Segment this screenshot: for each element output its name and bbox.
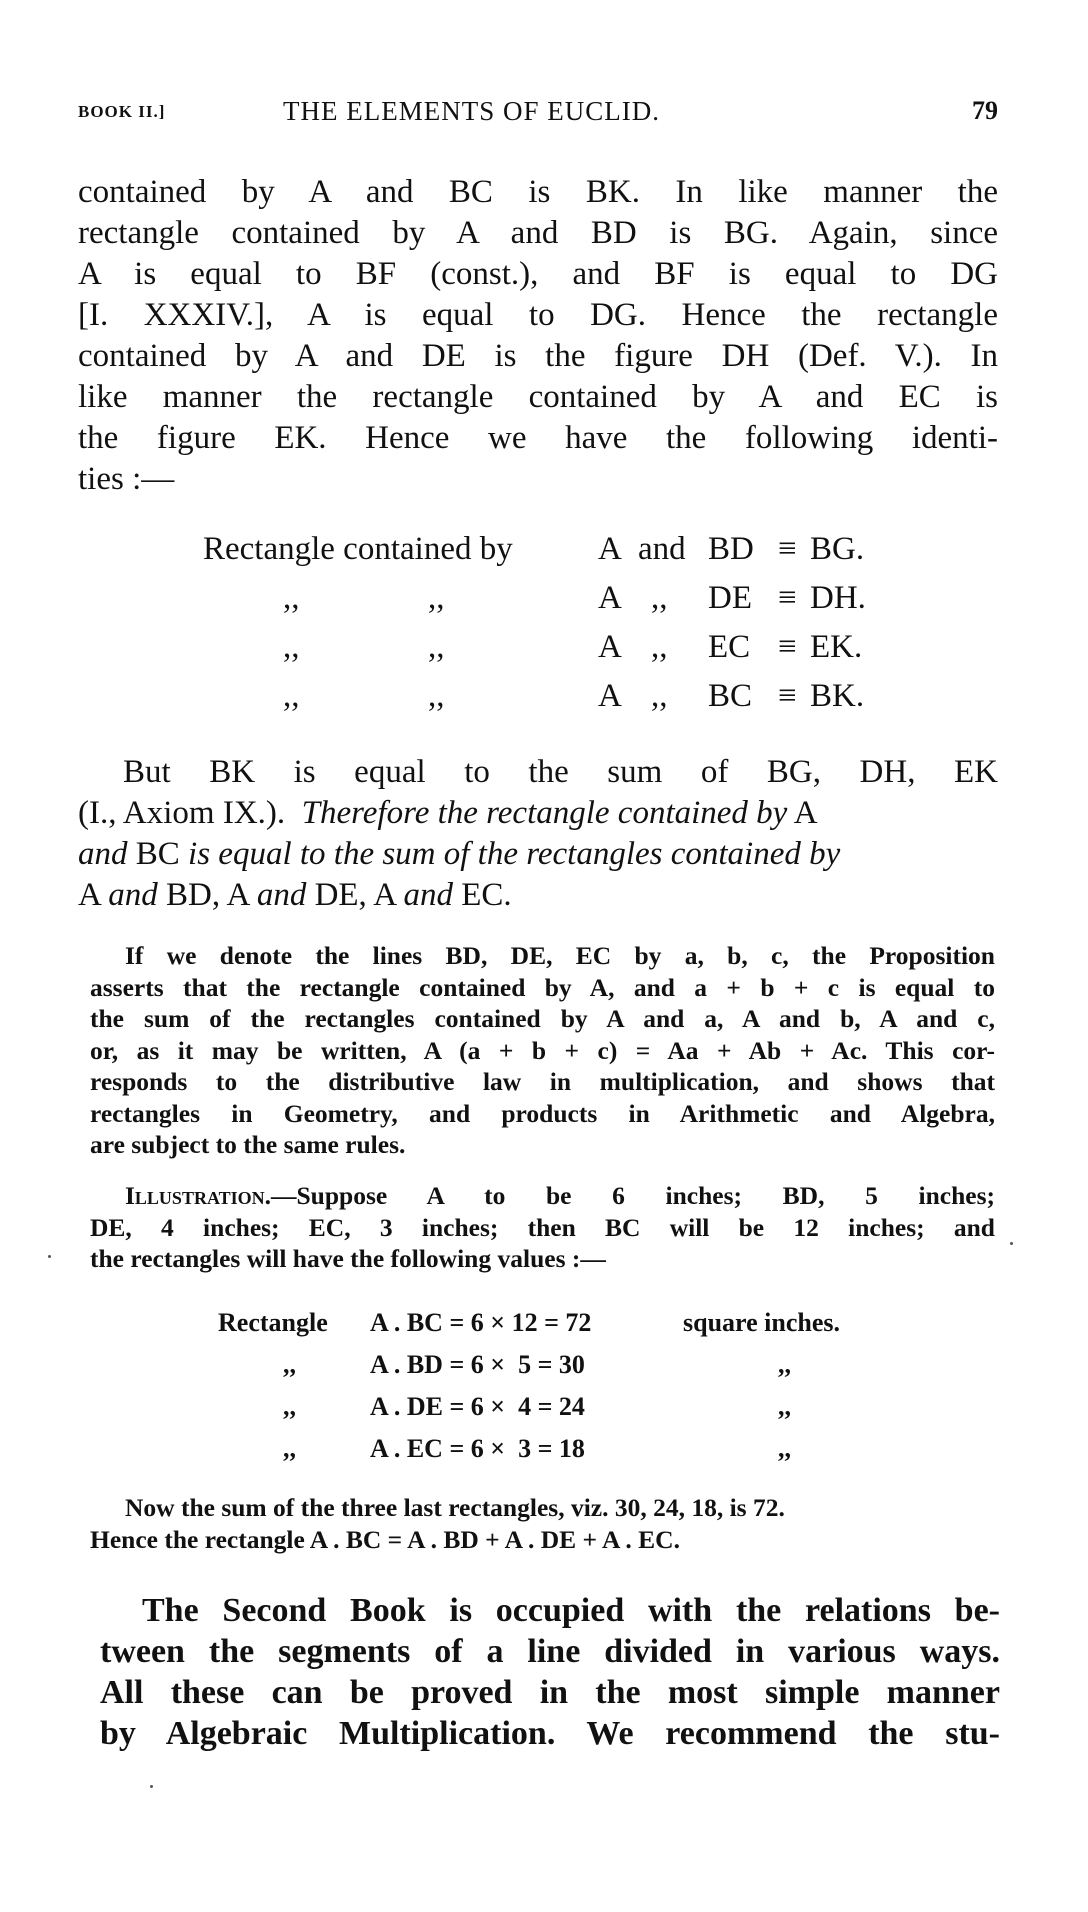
identity-a: A [598, 580, 622, 616]
ditto-mark: ,, [283, 678, 300, 714]
text-line: If we denote the lines BD, DE, EC by a, b, c, the Proposition [125, 941, 995, 970]
identity-a: A [598, 678, 622, 714]
identity-rhs: BK. [810, 678, 865, 714]
text-line [90, 1180, 995, 1212]
book-section-label: BOOK II.] [78, 102, 166, 121]
body-paragraph-1 [78, 172, 998, 500]
sum-paragraph [90, 1492, 995, 1555]
ditto-mark: ,, [428, 678, 445, 714]
value-row [78, 1386, 998, 1428]
text-line: responds to the distributive law in multiplication, and shows that [90, 1067, 995, 1096]
text-line: tween the segments of a line divided in various ways. [100, 1633, 1000, 1670]
identity-lead: Rectangle contained by [203, 531, 513, 567]
value-lead: Rectangle [218, 1308, 328, 1337]
text-line: contained by A and BC is BK. In like manner the [78, 174, 998, 210]
text-line: asserts that the rectangle contained by A, and a + b + c is equal to [90, 972, 995, 1002]
identity-equiv: ≡ [778, 531, 797, 567]
italic-run: and [256, 877, 307, 913]
italic-run: and [108, 877, 158, 913]
ditto-mark: ,, [428, 580, 445, 616]
identity-row [78, 525, 998, 574]
text-line: The Second Book is occupied with the relations be- [142, 1592, 1000, 1629]
running-header [78, 96, 998, 136]
illustration-label: Illustration. [125, 1181, 271, 1210]
value-expression: A . BC = 6 × 12 = 72 [370, 1308, 592, 1337]
print-speck [48, 1255, 51, 1258]
text-line [78, 793, 998, 834]
italic-run: and [403, 877, 453, 913]
text-run: BD, A [166, 877, 249, 913]
text-line: [I. XXXIV.], A is equal to DG. Hence the rectangle [78, 297, 998, 333]
ditto-mark: ,, [283, 1434, 296, 1463]
identity-lhs: BD [708, 531, 754, 567]
value-unit: square inches. [683, 1308, 840, 1337]
identity-row [78, 672, 998, 721]
ditto-mark: ,, [283, 1392, 296, 1421]
identity-equiv: ≡ [778, 580, 797, 616]
ditto-mark: ,, [778, 1350, 791, 1379]
text-line: Now the sum of the three last rectangles, viz. 30, 24, 18, is 72. [125, 1493, 785, 1522]
text-line [78, 875, 998, 916]
text-line: the rectangles will have the following values :— [90, 1244, 606, 1273]
text-run: EC. [461, 877, 512, 913]
italic-run: and [78, 836, 128, 872]
identity-equiv: ≡ [778, 629, 797, 665]
text-line: A is equal to BF (const.), and BF is equal to DG [78, 256, 998, 292]
value-row [78, 1302, 998, 1344]
illustration-paragraph [90, 1180, 995, 1275]
text-line: But BK is equal to the sum of BG, DH, EK [123, 754, 998, 790]
ditto-mark: ,, [283, 1350, 296, 1379]
text-line: like manner the rectangle contained by A and EC is [78, 379, 998, 415]
text-line: by Algebraic Multiplication. We recommend the stu- [100, 1715, 1000, 1752]
text-line: Hence the rectangle A . BC = A . BD + A . DE + A . EC. [90, 1524, 680, 1554]
identity-rhs: DH. [810, 580, 866, 616]
identity-row [78, 623, 998, 672]
page-number: 79 [972, 96, 998, 125]
values-table [78, 1302, 998, 1470]
closing-paragraph [100, 1590, 1000, 1754]
text-line: rectangle contained by A and BD is BG. Again, since [78, 215, 998, 251]
text-run: A [78, 877, 101, 913]
identities-table [78, 525, 998, 721]
identity-a: A [598, 531, 622, 567]
identity-rhs: EK. [810, 629, 863, 665]
ditto-mark: ,, [651, 629, 668, 665]
text-line: DE, 4 inches; EC, 3 inches; then BC will be 12 inches; and [90, 1212, 995, 1242]
identity-lhs: EC [708, 629, 751, 665]
text-line [78, 834, 998, 875]
text-run: BC [135, 836, 180, 872]
print-speck [1010, 1242, 1013, 1245]
italic-run: Therefore the rectangle contained by [301, 795, 788, 831]
text-line: ties :— [78, 461, 175, 497]
value-expression: A . EC = 6 × 3 = 18 [370, 1434, 585, 1463]
text-line: rectangles in Geometry, and products in Arithmetic and Algebra, [90, 1098, 995, 1128]
value-expression: A . DE = 6 × 4 = 24 [370, 1392, 585, 1421]
ditto-mark: ,, [651, 678, 668, 714]
text-run: A [793, 795, 818, 831]
running-title: THE ELEMENTS OF EUCLID. [283, 96, 660, 126]
print-speck [150, 1785, 153, 1788]
text-line: contained by A and DE is the figure DH (Def. V.). In [78, 338, 998, 374]
text-line: All these can be proved in the most simple manner [100, 1674, 1000, 1711]
text-line: the figure EK. Hence we have the following identi- [78, 420, 998, 456]
text-run: (I., Axiom IX.). [78, 795, 286, 831]
ditto-mark: ,, [778, 1392, 791, 1421]
text-line: or, as it may be written, A (a + b + c) = Aa + Ab + Ac. This cor- [90, 1035, 995, 1065]
text-line: the sum of the rectangles contained by A and a, A and b, A and c, [90, 1004, 995, 1033]
ditto-mark: ,, [428, 629, 445, 665]
text-line: are subject to the same rules. [90, 1130, 406, 1159]
identity-a: A [598, 629, 622, 665]
identity-equiv: ≡ [778, 678, 797, 714]
identity-and: and [638, 531, 686, 567]
note-paragraph [90, 940, 995, 1161]
value-row [78, 1428, 998, 1470]
body-paragraph-2 [78, 752, 998, 916]
text-run: DE, A [314, 877, 396, 913]
identity-lhs: DE [708, 580, 752, 616]
text-run: —Suppose A to be 6 inches; BD, 5 inches; [271, 1181, 995, 1210]
ditto-mark: ,, [651, 580, 668, 616]
value-expression: A . BD = 6 × 5 = 30 [370, 1350, 585, 1379]
identity-row [78, 574, 998, 623]
value-row [78, 1344, 998, 1386]
ditto-mark: ,, [283, 629, 300, 665]
ditto-mark: ,, [283, 580, 300, 616]
italic-run: is equal to the sum of the rectangles contained by [188, 836, 841, 872]
ditto-mark: ,, [778, 1434, 791, 1463]
identity-rhs: BG. [810, 531, 865, 567]
identity-lhs: BC [708, 678, 753, 714]
